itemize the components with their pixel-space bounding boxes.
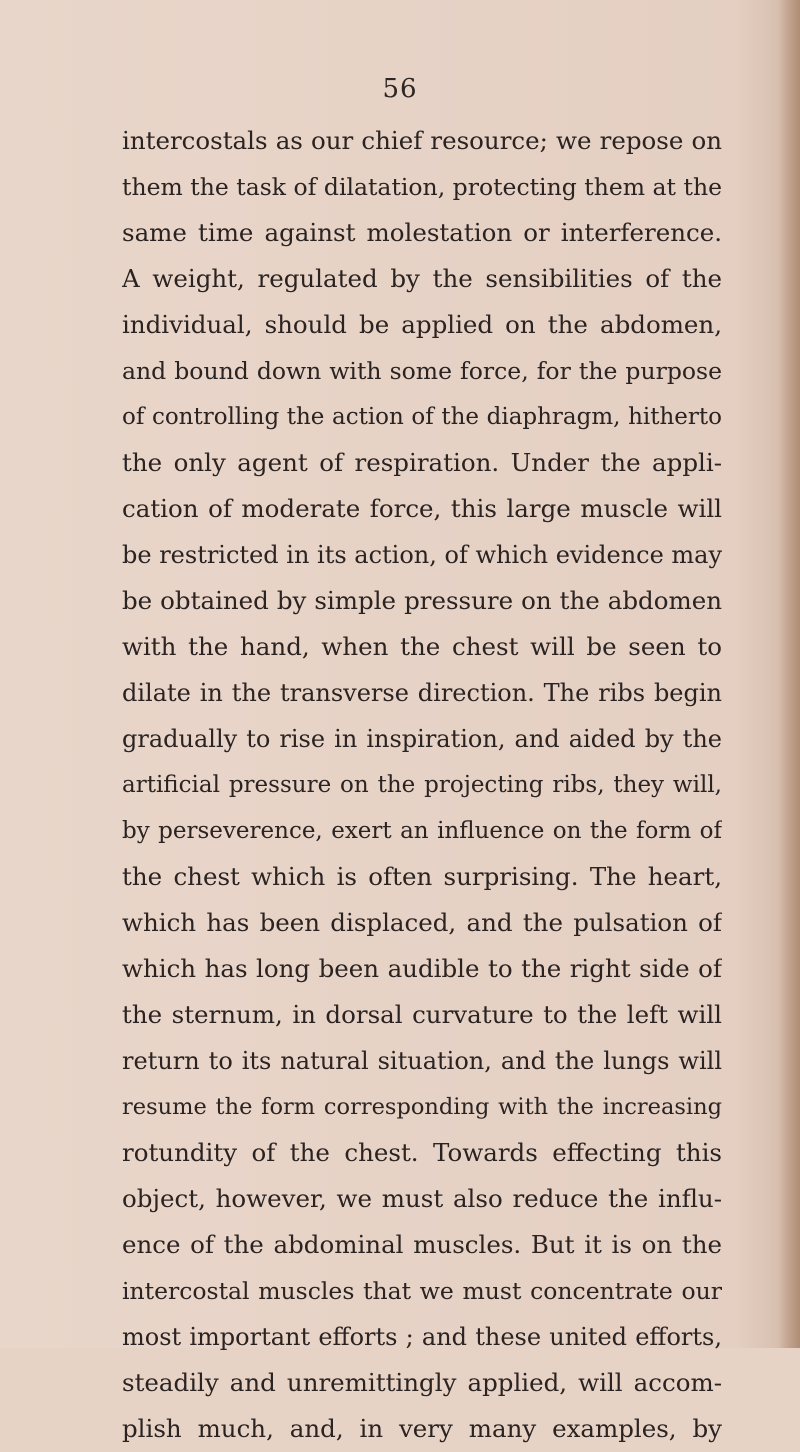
text-line: object, however, we must also reduce the influ- [122,1184,722,1213]
text-line: the only agent of respiration. Under the appli- [122,448,722,477]
text-line: rotundity of the chest. Towards effecting this [122,1138,722,1167]
text-line: the chest which is often surprising. The heart, [122,862,722,891]
page-edge-shadow [778,0,800,1348]
page-number: 56 [382,74,418,104]
text-line: intercostal muscles that we must concentrate our [122,1277,722,1305]
text-line: by perseverence, exert an influence on the form of [122,818,722,844]
text-line: dilate in the transverse direction. The ribs begin [122,679,722,707]
text-line: the sternum, in dorsal curvature to the left will [122,1000,722,1029]
text-line: which has long been audible to the right side of [122,954,722,983]
text-line: ence of the abdominal muscles. But it is on the [122,1230,722,1259]
text-line: artificial pressure on the projecting ribs, they will, [122,772,722,798]
body-text [122,118,722,1452]
text-line: same time against molestation or interference. [122,218,722,247]
text-line: be restricted in its action, of which evidence may [122,541,722,569]
text-line: steadily and unremittingly applied, will accom- [122,1368,722,1397]
text-line: gradually to rise in inspiration, and aided by the [122,725,722,753]
text-line: with the hand, when the chest will be seen to [122,632,722,661]
text-line: plish much, and, in very many examples, by [122,1414,722,1443]
text-line: resume the form corresponding with the increasing [122,1094,722,1120]
text-line: them the task of dilatation, protecting them at the [122,173,722,201]
text-line: and bound down with some force, for the purpose [122,357,722,385]
text-line: be obtained by simple pressure on the abdomen [122,586,722,615]
text-line: return to its natural situation, and the lungs will [122,1047,722,1075]
text-line: intercostals as our chief resource; we repose on [122,126,722,155]
text-line: which has been displaced, and the pulsation of [122,908,722,937]
text-line: cation of moderate force, this large muscle will [122,494,722,523]
text-line: most important efforts ; and these united efforts, [122,1323,722,1351]
text-line: A weight, regulated by the sensibilities of the [122,264,722,293]
text-line: individual, should be applied on the abdomen, [122,310,722,339]
text-line: of controlling the action of the diaphragm, hitherto [122,404,722,430]
